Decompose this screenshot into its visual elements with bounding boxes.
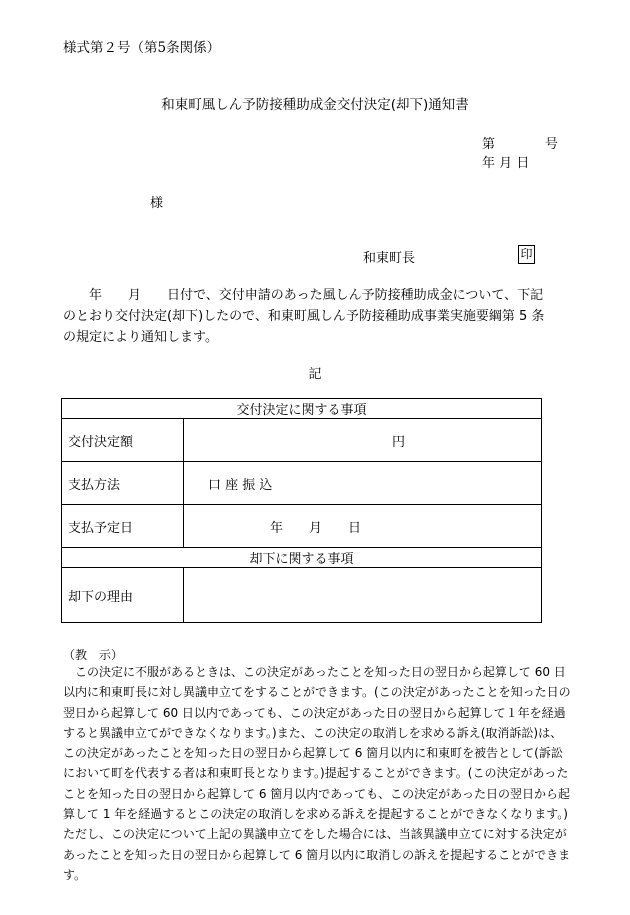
seal-mark: 印 (518, 245, 535, 264)
table-row (62, 399, 542, 419)
grant-section-header: 交付決定に関する事項 (62, 399, 542, 419)
table-row (62, 505, 542, 548)
amount-label: 交付決定額 (62, 419, 184, 462)
table-row (62, 568, 542, 623)
notes-body: この決定に不服があるときは、この決定があったことを知った日の翌日から起算して 60 日以内に和東町長に対し異議申立てをすることができます。(この決定があったことを知った日の翌日から起算して 60 日以内であっても、この決定があった日の翌日から起算して１年を経過すると異議申立てができなくなります。)また、この決定の取消しを求める訴え(取消訴訟)は、この決定があったことを知った日の翌日から起算して 6 箇月以内に和東町を被告として(訴訟において町を代表する者は和東町長となります。)提起することができます。(この決定があったことを知った日の翌日から起算して 6 箇月以内であっても、この決定があった日の翌日から起算して 1 年を経過するとこの決定の取消しを求める訴えを提起することができなくなります。)ただし、この決定について上記の異議申立てをした場合には、当該異議申立てに対する決定があったことを知った日の翌日から起算して 6 箇月以内に取消しの訴えを提起することができます。 (63, 665, 571, 882)
method-value: 口 座 振 込 (184, 462, 542, 505)
date-day: 日 (516, 156, 530, 171)
yen-unit: 円 (391, 434, 405, 450)
reason-label: 却下の理由 (62, 568, 184, 623)
number-dai: 第 (482, 137, 496, 152)
schedule-label: 支払予定日 (62, 505, 184, 548)
method-label: 支払方法 (62, 462, 184, 505)
body-paragraph: 年 月 日付で、交付申請のあった風しん予防接種助成金について、下記のとおり交付決定(却下)したので、和東町風しん予防接種助成事業実施要綱第 5 条の規定により通知します。 (63, 288, 545, 345)
notes-heading: （教 示） (63, 648, 124, 662)
amount-value (184, 419, 542, 462)
date-month: 月 (499, 156, 513, 171)
document-title: 和東町風しん予防接種助成金交付決定(却下)通知書 (161, 97, 469, 113)
form-number: 様式第２号（第5条関係） (63, 40, 221, 56)
reject-section-header: 却下に関する事項 (62, 548, 542, 568)
date-year: 年 (482, 156, 496, 171)
table-row (62, 462, 542, 505)
schedule-value: 年 月 日 (184, 505, 542, 548)
number-go: 号 (545, 137, 559, 152)
sender-name: 和東町長 (363, 251, 416, 266)
detail-table (61, 398, 542, 623)
reason-value (184, 568, 542, 623)
table-row (62, 548, 542, 568)
addressee-honorific: 様 (150, 196, 164, 211)
table-row (62, 419, 542, 462)
document-date-line (482, 152, 529, 171)
ki-heading: 記 (308, 367, 322, 382)
